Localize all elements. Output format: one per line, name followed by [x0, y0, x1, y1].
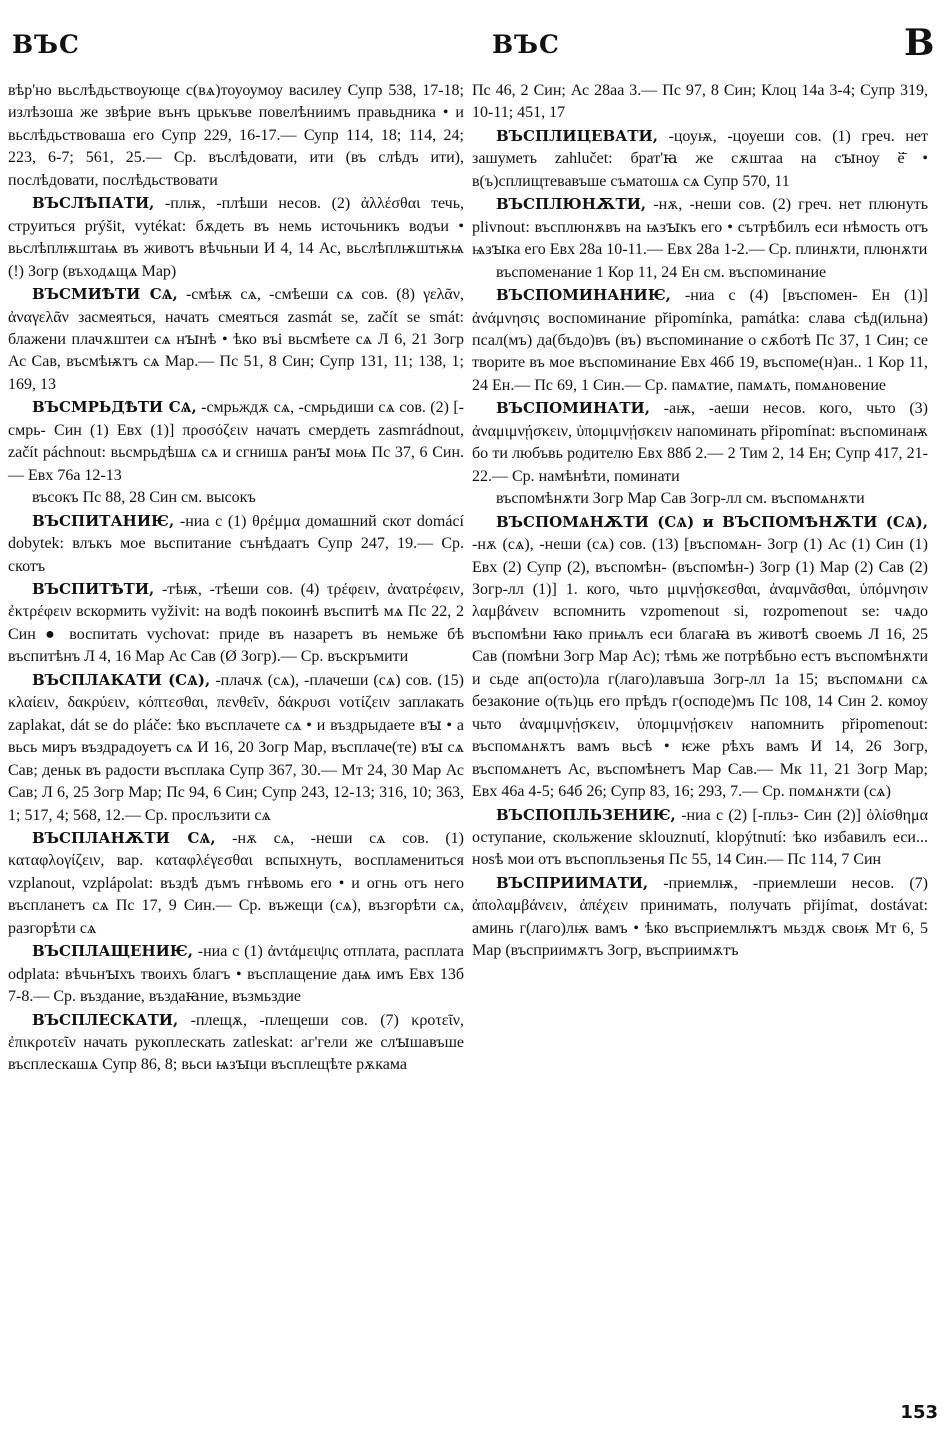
dictionary-entry [8, 283, 464, 396]
running-head-left: ВЪС [12, 30, 80, 59]
dictionary-entry [472, 511, 928, 804]
section-letter: В [904, 22, 936, 64]
entry-headword: ВЪСПРИИМАТИ, [496, 873, 649, 892]
entry-body: -приемлѭ, -приемлеши несов. (7) ἀπολαμβάνειν, ἀπέχειν принимать, получать přijímat, dostávat: аминь г(лаго)лѭ вамъ • ѣко въсприемлѭтъ мьздѫ своѭ Мт 6, 5 Мар (въсприимѫтъ Зогр, въсприимѫтъ [472, 874, 929, 960]
entry-headword: ВЪСПЛАНѪТИ СѦ, [32, 828, 216, 847]
dictionary-entry [472, 804, 928, 872]
entry-body: -смѣѭ сѧ, -смѣеши сѧ сов. (8) γελᾶν, ἀναγελᾶν засмеяться, начать смеяться zasmát se, začít se smát: блажени плачѫштеи сѧ нꙑнѣ • ѣко въі вьсмѣете сѧ Л 6, 21 Зогр Ас Сав, въсмѣѭтъ сѧ Мар.— Пс 51, 8 Син; Супр 131, 11; 138, 1; 169, 13 [8, 286, 465, 393]
entry-body: -ниа с (4) [въспомен- Ен (1)] ἀνάμνησις воспоминание připomínka, památka: слава сѣд(ильна) псал(мъ) да(бъдо)въ (въ) въспоминание о сѫботѣ Пс 37, 1 Син; се творите въ мое въспоминание Евх 46б 19, въспоме(н)ан.. 1 Кор 11, 24 Ен.— Пс 69, 1 Син.— Ср. памѧтие, памѧть, помѧновение [472, 287, 928, 394]
dictionary-entry [472, 488, 928, 510]
dictionary-entry [8, 396, 464, 487]
dictionary-entry [472, 872, 928, 963]
dictionary-entry [472, 284, 928, 397]
right-column [472, 80, 928, 963]
entry-headword: ВЪСПЛАЩЕНИѤ, [32, 942, 193, 961]
entry-body: -плѭ, -плѣши несов. (2) ἀλλέσθαι течь, струиться prýšit, vytékat: бѫдеть въ немь источьникъ водъи • вьслѣплѭштаѩ въ животъ вѣчьныи И 4, 14 Ас, вьслѣплѭштѭѩ (!) Зогр (въходѧщѧ Мар) [8, 195, 464, 280]
dictionary-entry [472, 80, 928, 125]
dictionary-entry [472, 262, 928, 284]
dictionary-entry [8, 192, 464, 283]
entry-headword: ВЪСМРЬДѢТИ СѦ, [32, 398, 197, 417]
page-number: 153 [900, 1402, 938, 1423]
entry-body: -плачѫ (сѧ), -плачеши (сѧ) сов. (15) κλαίειν, δακρύειν, κόπτεσθαι, πενθεῖν, δάκρυσι νοτίζειν заплакать zaplakat, dát se do pláče: ѣко въсплачете сѧ • и въздрыдаете вꙑ • а вьсь миръ въздрадоуетъ сѧ И 16, 20 Зогр Мар, въсплаче(те) вꙑ сѧ Сав; деньк въ радости въсплака Супр 367, 30.— Мт 24, 30 Мар Ас Сав; Л 6, 25 Зогр Мар; Пс 94, 6 Син; Супр 243, 12-13; 316, 10; 363, 1; 517, 4; 568, 12.— Ср. прослъзити сѧ [8, 671, 465, 824]
entry-body: -тѣѭ, -тѣеши сов. (4) τρέφειν, ἀνατρέφειν, ἐκτρέφειν вскормить vyživit: на водѣ покоинѣ въспитѣ мѧ Пс 22, 2 Син ● воспитать vychovat: приде въ назаретъ въ немьже бѣ въспитѣнъ Л 4, 16 Мар Ас Сав (Ø Зогр).— Ср. въскръмити [8, 580, 465, 666]
entry-headword: ВЪСПИТАНИѤ, [32, 511, 175, 530]
dictionary-entry [8, 827, 464, 940]
dictionary-entry [8, 669, 464, 827]
entry-headword: ВЪСПЛЕСКАТИ, [32, 1010, 179, 1029]
dictionary-entry [472, 193, 928, 261]
entry-headword: ВЪСЛѢПАТИ, [32, 194, 155, 213]
entry-body: въспомѣнѫти Зогр Мар Сав Зогр-лл см. въспомѧнѫти [496, 490, 865, 508]
dictionary-entry [472, 125, 928, 193]
entry-headword: ВЪСПОПЛЬЗЕНИѤ, [496, 805, 676, 824]
dictionary-entry [8, 1009, 464, 1077]
dictionary-entry [472, 397, 928, 488]
entry-body: Пс 46, 2 Син; Ас 28аа 3.— Пс 97, 8 Син; Клоц 14а 3-4; Супр 319, 10-11; 451, 17 [472, 82, 928, 122]
entry-body: въсокъ Пс 88, 28 Син см. высокъ [32, 489, 256, 507]
entry-body: -цоуѭ, -цоуеши сов. (1) греч. нет зашуметь zahlučet: брат'ꙗ же сѫштаа на сꙑноу ӗ̄ • в(ъ)сплищтевавъше съматошѧ сѧ Супр 570, 11 [472, 127, 928, 190]
dictionary-entry [8, 940, 464, 1008]
dictionary-entry [8, 487, 464, 509]
entry-body: -ниа с (1) θρέμμα домашний скот domácí dobytek: влъкъ мое вьспитание сънѣдаатъ Супр 247, 19.— Ср. скотъ [8, 512, 464, 575]
entry-body: въспоменание 1 Кор 11, 24 Ен см. въспоминание [496, 263, 827, 281]
entry-body: -смрьждѫ сѧ, -смрьдиши сѧ сов. (2) [-смрь- Син (1) Евх (1)] προσόζειν начать смердеть zasmrádnout, začít páchnout: вьсмрьдѣшѧ сѧ и сгнишѧ ранꙑ моѩ Пс 37, 6 Син.— Евх 76а 12-13 [8, 399, 465, 484]
running-head-center: ВЪС [492, 30, 560, 59]
entry-headword: ВЪСПОМѦНѪТИ (СѦ) и ВЪСПОМѢНѪТИ (СѦ), [496, 512, 928, 531]
entry-body: -нѫ сѧ, -неши сѧ сов. (1) καταφλογίζειν, вар. καταφλέγεσθαι вспыхнуть, воспламениться vzplanout, vzplápolat: въздѣ дъмъ гнѣвомь его • и огнь отъ него въспланетъ сѧ Пс 17, 9 Син.— Ср. въжещи (сѧ), възгорѣти сѧ, разгорѣти сѧ [8, 829, 465, 937]
entry-headword: ВЪСПОМИНАНИѤ, [496, 286, 671, 305]
entry-headword: ВЪСПОМИНАТИ, [496, 399, 650, 418]
dictionary-entry [8, 578, 464, 669]
entry-headword: ВЪСМИѢТИ СѦ, [32, 285, 178, 304]
entry-headword: ВЪСПЛАКАТИ (СѦ), [32, 670, 211, 689]
entry-body: -нѫ, -неши сов. (2) греч. нет плюнуть plivnout: въсплюнѫвъ на ѩзꙑкъ его • сътрѣбилъ еси нѣмость отъ ѩзꙑка его Евх 28а 10-11.— Евх 28а 1-2.— Ср. плинѫти, плюнѫти [472, 196, 928, 259]
left-column [8, 80, 464, 1077]
entry-body: -ниа с (2) [-пльз- Син (2)] ὀλίσθημα оступание, скольжение sklouznutí, klopýtnutí: ѣко избавилъ еси... ноѕѣ мои отъ въспопльзенья Пс 55, 14 Син.— Пс 114, 7 Син [472, 806, 929, 869]
entry-body: -плещѫ, -плещеши сов. (7) κροτεῖν, ἐπικροτεῖν начать рукоплескать zatleskat: аг'гели же слꙑшавъше въсплескашѧ Супр 86, 8; вьси ѩзꙑци въсплещѣте рѫкама [8, 1011, 465, 1074]
entry-headword: ВЪСПИТѢТИ, [32, 579, 155, 598]
entry-body: -аѭ, -аеши несов. кого, чьто (3) ἀναμιμνῄσκειν, ὑπομιμνῄσκειν напоминать připomínat: въспоминаѭ бо ти любъвь родителю Евх 88б 2.— 2 Тим 2, 14 Ен; Супр 417, 21-22.— Ср. намѣнѣти, поминати [472, 400, 929, 485]
dictionary-entry [8, 510, 464, 578]
entry-headword: ВЪСПЛИЦЕВАТИ, [496, 126, 658, 145]
dictionary-entry [8, 80, 464, 192]
entry-body: -ниа с (1) ἀντάμειψις отплата, расплата odplata: вѣчьнꙑхъ твоихъ благъ • въсплащение даѩ имъ Евх 13б 7-8.— Ср. въздание, въздаꙗние, възмьздие [8, 943, 465, 1006]
entry-headword: ВЪСПЛЮНѪТИ, [496, 195, 647, 214]
entry-body: -нѫ (сѧ), -неши (сѧ) сов. (13) [въспомѧн- Зогр (1) Ас (1) Син (1) Евх (2) Супр (2), въспомѣн- (въспомѣн-) Зогр (1) Мар (2) Сав (2) Зогр-лл (1)] 1. кого, чьто μιμνῄσκεσθαι, ἀναμνᾶσθαι, ὑπόμνησιν λαμβάνειν вспомнить vzpomenout si, rozpomenout se: чѧдо въспомѣни ꙗко приѩлъ еси благаꙗ въ животѣ своемь Л 16, 25 Сав (помѣни Зогр Мар Ас); тѣмь же потрѣбьно естъ въспомѣнѫти и сьде ап(осто)ла г(лаго)лавъша Зогр-лл 1а 15; въспомѧни сѧ безаконие о(ть)ць его прѣдъ г(осподе)мъ Пс 108, 14 Син 2. комоу чьто ἀναμιμνῄσκειν, ὑπομιμνῄσκειν напомнить připomenout: въспомѧнѫтъ вамъ вьсѣ • ѥже рѣхъ вамъ И 14, 26 Зогр, въспомѧнетъ Ас, въспомѣнетъ Мар Сав.— Мк 11, 21 Зогр Мар; Евх 46а 4-5; 64б 26; Супр 83, 16; 293, 7.— Ср. помѧнѫти (сѧ) [472, 536, 928, 801]
entry-body: вѣр'но вьслѣдьствоующе с(вѧ)тоуоумоу василеу Супр 538, 17-18; излѣзоша же звѣрие вънъ црькъве повелѣниимъ правьдника • и вьслѣдьствоваша его Супр 229, 16-17.— Супр 114, 18; 114, 24; 223, 6-7; 561, 25.— Ср. въслѣдовати, ити (въ слѣдъ ити), послѣдовати, послѣдьствовати [8, 82, 464, 189]
